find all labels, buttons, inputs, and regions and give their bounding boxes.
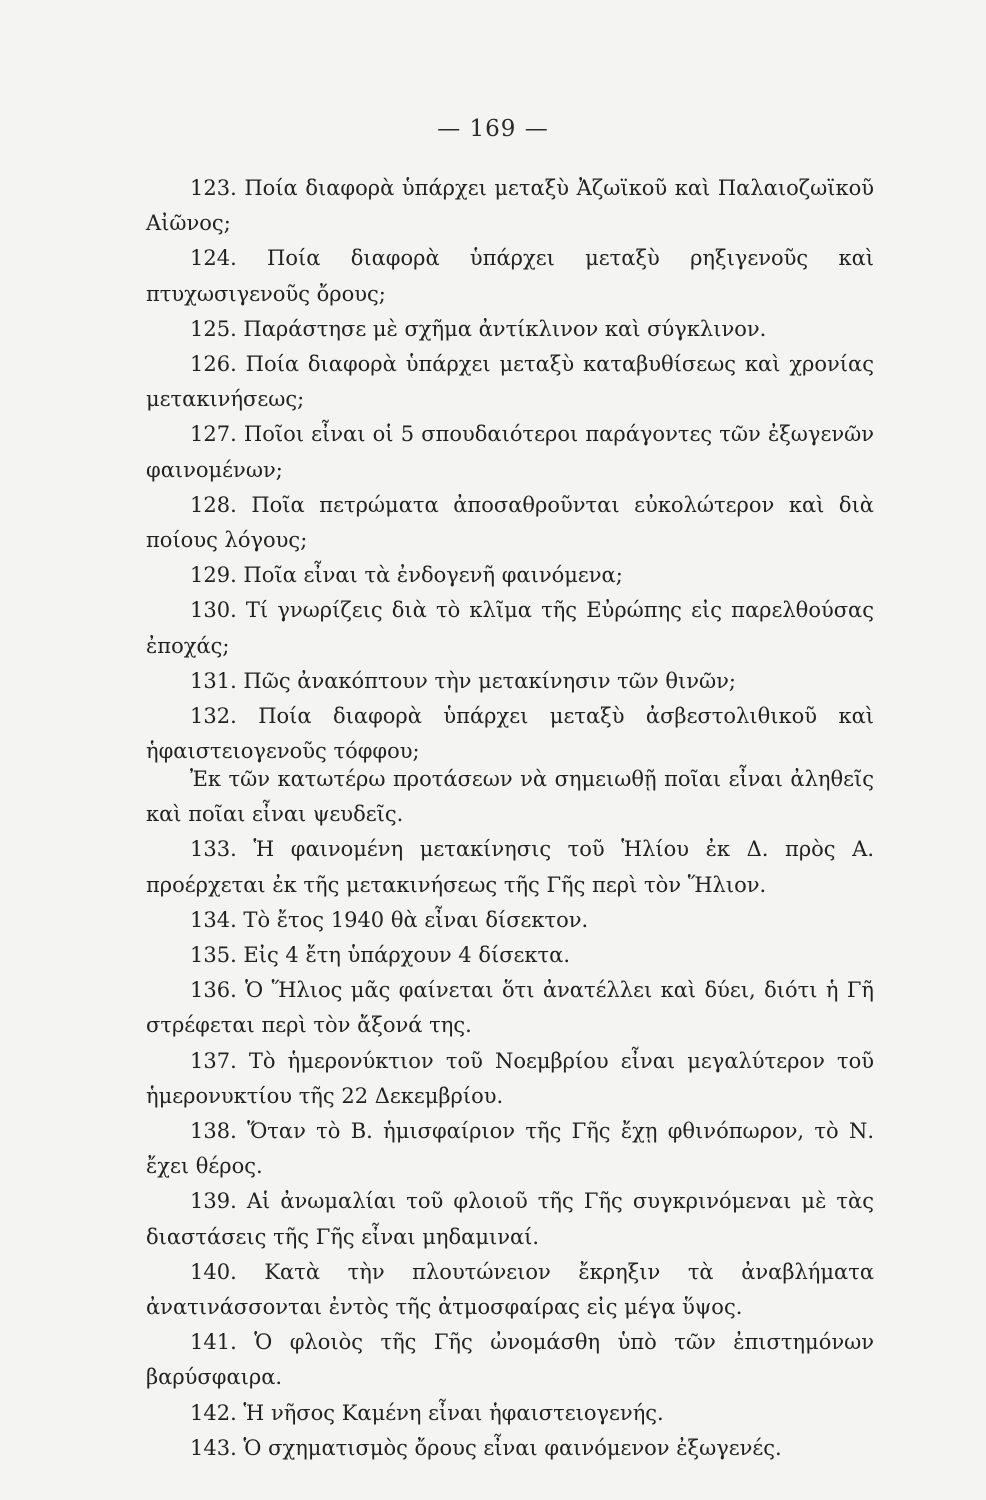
question-item: 130. Τί γνωρίζεις διὰ τὸ κλῖμα τῆς Εὐρώπης εἰς παρελθούσας ἐποχάς; — [146, 598, 874, 658]
question-item: 127. Ποῖοι εἶναι οἱ 5 σπουδαιότεροι παράγοντες τῶν ἐξωγενῶν φαινομένων; — [146, 422, 874, 482]
statement-item: 139. Αἱ ἀνωμαλίαι τοῦ φλοιοῦ τῆς Γῆς συγκρινόμεναι μὲ τὰς διαστάσεις τῆς Γῆς εἶναι μηδαμιναί. — [146, 1189, 874, 1249]
statement-item: 134. Τὸ ἔτος 1940 θὰ εἶναι δίσεκτον. — [190, 907, 589, 932]
page-number: — 169 — — [437, 116, 549, 142]
statement-item: 142. Ἡ νῆσος Καμένη εἶναι ἡφαιστειογενής. — [190, 1400, 664, 1425]
question-item: 129. Ποῖα εἶναι τὰ ἐνδογενῆ φαινόμενα; — [190, 563, 623, 588]
question-item: 125. Παράστησε μὲ σχῆμα ἀντίκλινον καὶ σύγκλινον. — [190, 316, 767, 341]
statement-item: 138. Ὅταν τὸ Β. ἡμισφαίριον τῆς Γῆς ἔχῃ φθινόπωρον, τὸ Ν. ἔχει θέρος. — [146, 1119, 874, 1179]
statement-item: 140. Κατὰ τὴν πλουτώνειον ἔκρηξιν τὰ ἀναβλήματα ἀνατινάσσονται ἐντὸς τῆς ἀτμοσφαίρας εἰς μέγα ὕψος. — [146, 1259, 874, 1320]
question-item: 126. Ποία διαφορὰ ὑπάρχει μεταξὺ καταβυθίσεως καὶ χρονίας μετακινήσεως; — [146, 352, 874, 412]
question-item: 124. Ποία διαφορὰ ὑπάρχει μεταξὺ ρηξιγενοῦς καὶ πτυχωσιγενοῦς ὄρους; — [146, 246, 874, 306]
question-item: 132. Ποία διαφορὰ ὑπάρχει μεταξὺ ἀσβεστολιθικοῦ καὶ ἡφαιστειογενοῦς τόφφου; — [146, 704, 874, 764]
statement-item: 135. Εἰς 4 ἔτη ὑπάρχουν 4 δίσεκτα. — [190, 943, 571, 968]
question-item: 123. Ποία διαφορὰ ὑπάρχει μεταξὺ Ἀζωϊκοῦ καὶ Παλαιοζωϊκοῦ Αἰῶνος; — [146, 176, 874, 236]
statement-item: 141. Ὁ φλοιὸς τῆς Γῆς ὠνομάσθη ὑπὸ τῶν ἐπιστημόνων βαρύσφαιρα. — [146, 1330, 874, 1390]
statement-item: 137. Τὸ ἡμερονύκτιον τοῦ Νοεμβρίου εἶναι μεγαλύτερον τοῦ ἡμερονυκτίου τῆς 22 Δεκεμβρίου. — [146, 1048, 874, 1108]
questions-list — [146, 171, 874, 769]
section-instructions: Ἐκ τῶν κατωτέρω προτάσεων νὰ σημειωθῇ ποῖαι εἶναι ἀληθεῖς καὶ ποῖαι εἶναι ψευδεῖς. — [146, 767, 874, 827]
statement-item: 143. Ὁ σχηματισμὸς ὄρους εἶναι φαινόμενον ἐξωγενές. — [190, 1435, 782, 1460]
true-false-section — [146, 762, 874, 1466]
statement-item: 136. Ὁ Ἥλιος μᾶς φαίνεται ὅτι ἀνατέλλει καὶ δύει, διότι ἡ Γῆ στρέφεται περὶ τὸν ἄξονά της. — [146, 978, 874, 1038]
question-item: 131. Πῶς ἀνακόπτουν τὴν μετακίνησιν τῶν θινῶν; — [190, 668, 736, 693]
statement-item: 133. Ἡ φαινομένη μετακίνησις τοῦ Ἡλίου ἐκ Δ. πρὸς Α. προέρχεται ἐκ τῆς μετακινήσεως τῆς Γῆς περὶ τὸν Ἥλιον. — [146, 837, 874, 897]
question-item: 128. Ποῖα πετρώματα ἀποσαθροῦνται εὐκολώτερον καὶ διὰ ποίους λόγους; — [146, 492, 874, 553]
